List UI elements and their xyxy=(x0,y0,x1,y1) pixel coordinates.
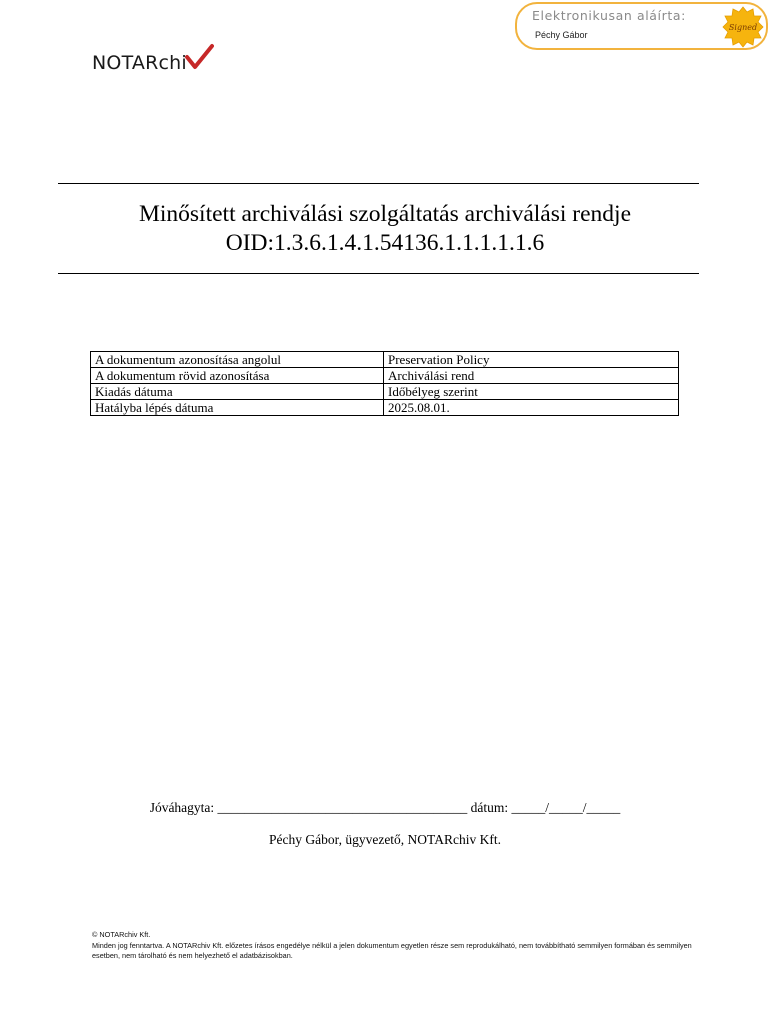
approver-name: Péchy Gábor, ügyvezető, NOTARchiv Kft. xyxy=(269,832,501,847)
oid-line: OID:1.3.6.1.4.1.54136.1.1.1.1.1.6 xyxy=(225,230,545,256)
table-value-cell: 2025.08.01. xyxy=(384,400,679,416)
footer-notice xyxy=(92,930,702,962)
title-rule-bottom xyxy=(58,273,699,274)
footer-copyright: © NOTARchiv Kft. xyxy=(92,930,151,939)
signature-seal-icon xyxy=(722,6,764,48)
table-value-cell: Archiválási rend xyxy=(384,368,679,384)
signature-title: Elektronikusan aláírta: xyxy=(532,8,686,23)
title-rule-top xyxy=(58,183,699,184)
logo-text: NOTARchi xyxy=(92,52,187,74)
table-row xyxy=(91,400,679,416)
document-metadata-table xyxy=(90,351,679,416)
table-row xyxy=(91,384,679,400)
table-value-cell: Időbélyeg szerint xyxy=(384,384,679,400)
company-logo xyxy=(92,44,214,74)
table-label-cell: A dokumentum azonosítása angolul xyxy=(91,352,384,368)
table-value-cell: Preservation Policy xyxy=(384,352,679,368)
seal-text: Signed xyxy=(728,23,758,32)
table-row xyxy=(91,368,679,384)
table-label-cell: Hatályba lépés dátuma xyxy=(91,400,384,416)
table-label-cell: A dokumentum rövid azonosítása xyxy=(91,368,384,384)
approval-line: Jóváhagyta: _____________________________________ dátum: _____/_____/_____ xyxy=(149,800,621,815)
document-title xyxy=(60,200,710,258)
table-label-cell: Kiadás dátuma xyxy=(91,384,384,400)
checkmark-icon xyxy=(184,42,214,72)
signer-name: Péchy Gábor xyxy=(535,30,588,40)
table-row xyxy=(91,352,679,368)
footer-rights-text: Minden jog fenntartva. A NOTARchiv Kft. előzetes írásos engedélye nélkül a jelen dokumentum egyetlen része sem reprodukálható, nem továbbítható semmilyen formában és semmilyen esetben, nem tárolható és nem helyezhető el adatbázisokban. xyxy=(92,940,692,960)
electronic-signature-box[interactable] xyxy=(515,2,768,50)
title-line-1: Minősített archiválási szolgáltatás archiválási rendje xyxy=(138,201,632,227)
